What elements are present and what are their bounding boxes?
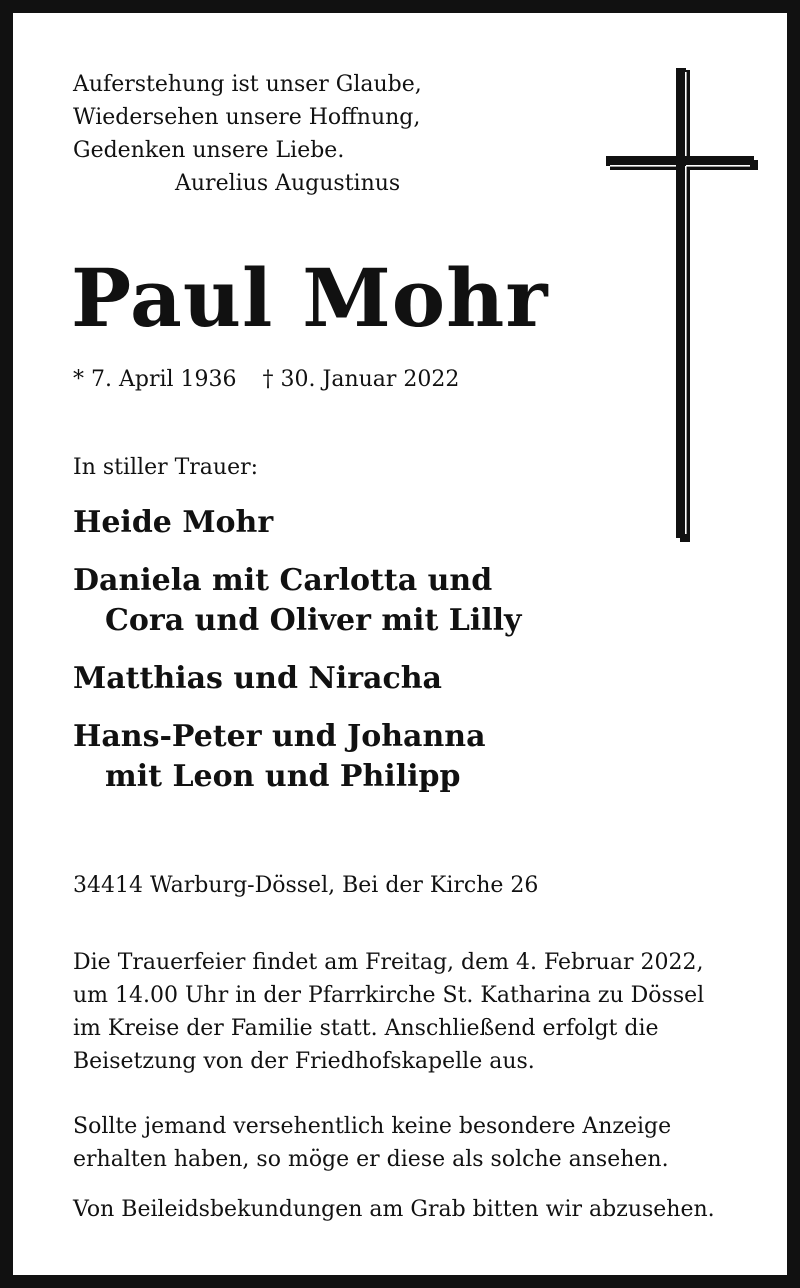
mourning-label: In stiller Trauer: xyxy=(73,455,259,480)
mourner-entry xyxy=(73,659,521,699)
paragraph-line: erhalten haben, so möge er diese als solche ansehen. xyxy=(73,1147,669,1172)
condolence-paragraph xyxy=(73,1193,715,1226)
quote-line: Auferstehung ist unser Glaube, xyxy=(73,72,422,97)
mourner-entry xyxy=(73,503,521,543)
paragraph-line: Die Trauerfeier findet am Freitag, dem 4. Februar 2022, xyxy=(73,950,704,975)
funeral-details-paragraph xyxy=(73,946,704,1078)
mourner-entry xyxy=(73,717,521,797)
life-dates xyxy=(73,365,459,395)
mourner-line: mit Leon und Philipp xyxy=(105,759,461,794)
quote-line: Wiedersehen unsere Hoffnung, xyxy=(73,105,421,130)
mourner-line: Matthias und Niracha xyxy=(73,661,442,696)
mourners-list xyxy=(73,503,521,815)
mourner-line: Cora und Oliver mit Lilly xyxy=(105,603,522,638)
mourner-line: Hans-Peter und Johanna xyxy=(73,719,486,754)
mourner-line: Daniela mit Carlotta und xyxy=(73,563,493,598)
mourner-line: Heide Mohr xyxy=(73,505,274,540)
notice-paragraph xyxy=(73,1110,671,1176)
family-address: 34414 Warburg-Dössel, Bei der Kirche 26 xyxy=(73,873,539,898)
latin-cross-icon xyxy=(606,68,758,546)
death-date: † 30. Januar 2022 xyxy=(262,367,460,392)
deceased-name: Paul Mohr xyxy=(71,251,549,345)
paragraph-line: im Kreise der Familie statt. Anschließend erfolgt die xyxy=(73,1016,659,1041)
birth-date: * 7. April 1936 xyxy=(73,367,237,392)
paragraph-line: Von Beileidsbekundungen am Grab bitten wir abzusehen. xyxy=(73,1197,715,1222)
quote-line: Gedenken unsere Liebe. xyxy=(73,138,345,163)
paragraph-line: um 14.00 Uhr in der Pfarrkirche St. Katharina zu Dössel xyxy=(73,983,705,1008)
paragraph-line: Beisetzung von der Friedhofskapelle aus. xyxy=(73,1049,535,1074)
paragraph-line: Sollte jemand versehentlich keine besondere Anzeige xyxy=(73,1114,672,1139)
epigraph-quote xyxy=(73,68,422,200)
mourner-entry xyxy=(73,561,521,641)
quote-author: Aurelius Augustinus xyxy=(175,171,401,196)
